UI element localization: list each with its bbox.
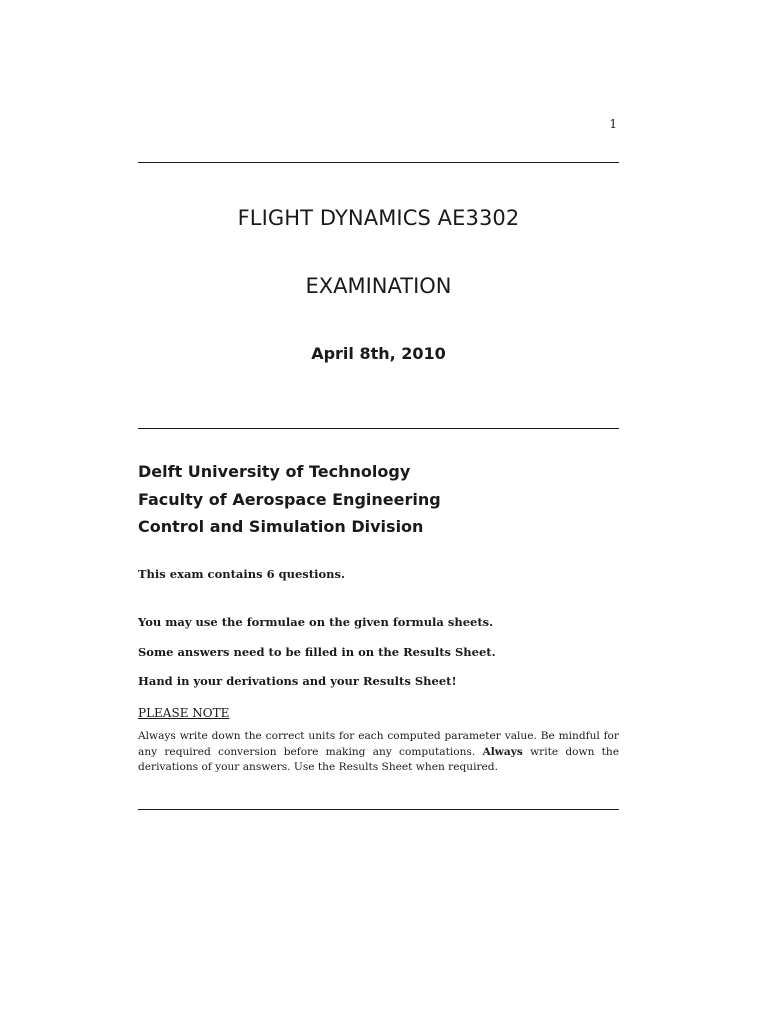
note-emphasis: Always [482,745,523,758]
exam-title: EXAMINATION [305,274,452,298]
division-name: Control and Simulation Division [138,517,424,536]
institution-block [138,458,441,541]
instruction-formula-sheets: You may use the formulae on the given formula sheets. [138,615,494,629]
faculty-name: Faculty of Aerospace Engineering [138,489,441,509]
top-divider [138,162,619,163]
instruction-question-count: This exam contains 6 questions. [138,567,345,581]
course-title: FLIGHT DYNAMICS AE3302 [237,206,520,230]
bottom-divider [138,809,619,810]
exam-date: April 8th, 2010 [311,344,446,363]
note-text-2: write down the derivations of your answers. Use the Results Sheet when required. [138,745,620,773]
note-body [138,729,619,776]
note-heading: PLEASE NOTE [138,706,230,720]
middle-divider [138,428,619,429]
university-name: Delft University of Technology [138,462,411,481]
page-number: 1 [609,117,617,131]
instruction-results-sheet: Some answers need to be filled in on the Results Sheet. [138,645,496,659]
note-text-1: Always write down the correct units for each computed parameter value. Be mindful for any required conversion before making any computations. [138,730,619,758]
instruction-hand-in: Hand in your derivations and your Results Sheet! [138,674,457,688]
